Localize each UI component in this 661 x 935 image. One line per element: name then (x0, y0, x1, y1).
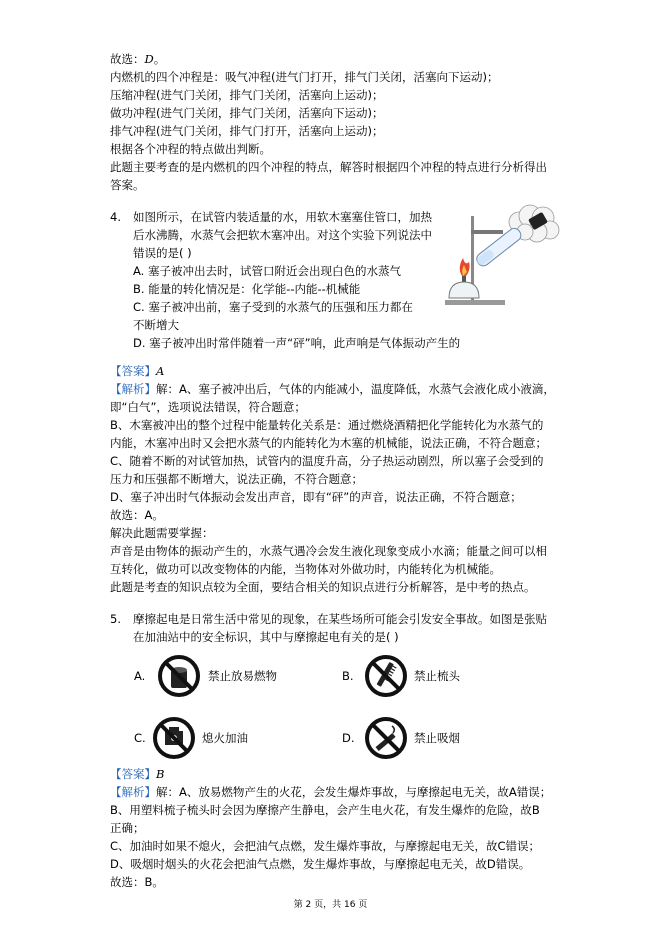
q5-option-c-letter: C. (134, 731, 146, 745)
q5-analysis-line: D、吸烟时烟头的火花会把油气点燃，发生爆炸事故，与摩擦起电无关，故D错误。 (110, 857, 531, 871)
q4-analysis-line: 压力和压强都不断增大，说法正确，不符合题意； (110, 472, 363, 486)
q5-option-d-letter: D. (342, 731, 355, 745)
no-combing-icon (364, 654, 408, 698)
q5-analysis-line: 【解析】解：A、放易燃物产生的火花，会发生爆炸事故，与摩擦起电无关，故A错误； (110, 785, 552, 799)
q4-analysis-line: C、随着不断的对试管加热，试管内的温度升高，分子热运动剧烈，所以塞子会受到的 (110, 454, 544, 468)
page-footer: 第 2 页，共 16 页 (293, 900, 368, 910)
q5-option-a-text: 禁止放易燃物 (208, 669, 277, 683)
q4-analysis-line: 【解析】解：A、塞子被冲出后，气体的内能减小，温度降低，水蒸气会液化成小液滴， (110, 382, 555, 396)
prev-line: 此题主要考查的是内燃机的四个冲程的特点，解答时根据四个冲程的特点进行分析得出 (110, 160, 547, 174)
prev-line: 做功冲程(进气门关闭，排气门关闭，活塞向下运动)； (110, 106, 384, 120)
prev-line: 根据各个冲程的特点做出判断。 (110, 142, 271, 156)
q4-stem: 如图所示，在试管内装适量的水，用软木塞塞住管口，加热 (133, 210, 432, 224)
q4-analysis-line: 故选：A。 (110, 508, 164, 522)
q5-analysis-line: 正确； (110, 821, 145, 835)
q4-option-c: C. 塞子被冲出前，塞子受到的水蒸气的压强和压力都在 (133, 300, 413, 314)
q5-stem: 摩擦起电是日常生活中常见的现象，在某些场所可能会引发安全事故。如图是张贴 (133, 612, 547, 626)
engine-off-refuel-icon (152, 716, 196, 760)
q5-number: 5. (110, 612, 121, 626)
q5-answer (110, 765, 164, 783)
test-tube-figure (435, 200, 565, 312)
q4-option-d: D. 塞子被冲出时常伴随着一声“砰”响，此声响是气体振动产生的 (133, 336, 461, 350)
answer-label: 【答案】 (110, 364, 156, 378)
q5-stem: 在加油站中的安全标识，其中与摩擦起电有关的是( ) (133, 630, 399, 644)
analysis-label: 【解析】 (110, 785, 156, 799)
q5-option-c-text: 熄火加油 (202, 731, 248, 745)
q4-option-c-cont: 不断增大 (133, 318, 179, 332)
prev-line: 内燃机的四个冲程是：吸气冲程(进气门打开，排气门关闭，活塞向下运动)； (110, 70, 499, 84)
q5-analysis-line: C、加油时如果不熄火，会把油气点燃，发生爆炸事故，与摩擦起电无关，故C错误； (110, 839, 541, 853)
prev-answer-letter: D (144, 52, 154, 66)
q5-option-a-letter: A. (134, 669, 146, 683)
q4-stem: 后水沸腾，水蒸气会把软木塞冲出。对这个实验下列说法中 (133, 228, 432, 242)
q4-analysis-line: 解决此题需要掌握： (110, 526, 214, 540)
analysis-label: 【解析】 (110, 382, 156, 396)
q4-answer-letter: A (156, 364, 165, 378)
q4-stem: 错误的是( ) (133, 246, 192, 260)
alcohol-lamp (449, 282, 479, 298)
prev-line: 排气冲程(进气门关闭，排气门打开，活塞向上运动)； (110, 124, 384, 138)
stand-clamp (471, 230, 503, 234)
q4-analysis-line: B、木塞被冲出的整个过程中能量转化关系是：通过燃烧酒精把化学能转化为水蒸气的 (110, 418, 544, 432)
q4-option-a: A. 塞子被冲出去时，试管口附近会出现白色的水蒸气 (133, 264, 401, 278)
q4-analysis-line: D、塞子冲出时气体振动会发出声音，即有“砰”的声音，说法正确，不符合题意； (110, 490, 522, 504)
q5-answer-letter: B (156, 767, 165, 781)
q4-number: 4. (110, 210, 121, 224)
q5-option-d-text: 禁止吸烟 (414, 731, 460, 745)
q4-option-b: B. 能量的转化情况是：化学能--内能--机械能 (133, 282, 361, 296)
prev-line: 压缩冲程(进气门关闭，排气门关闭，活塞向上运动)； (110, 88, 384, 102)
alcohol-lamp-wick (462, 276, 466, 282)
q4-answer (110, 362, 164, 380)
q4-analysis-line: 声音是由物体的振动产生的，水蒸气遇冷会发生液化现象变成小水滴；能量之间可以相 (110, 544, 547, 558)
q5-option-b-text: 禁止梳头 (414, 669, 460, 683)
stand-base (445, 300, 505, 305)
no-flammables-icon (157, 654, 201, 698)
prev-line: 答案。 (110, 178, 145, 192)
q4-analysis-line: 互转化，做功可以改变物体的内能，当物体对外做功时，内能转化为机械能。 (110, 562, 501, 576)
prev-answer-line: 故选：D。 (110, 52, 166, 66)
answer-label: 【答案】 (110, 767, 156, 781)
q5-analysis-line: B、用塑料梳子梳头时会因为摩擦产生静电，会产生电火花，有发生爆炸的危险，故B (110, 803, 540, 817)
q4-analysis-line: 此题是考查的知识点较为全面，要结合相关的知识点进行分析解答，是中考的热点。 (110, 580, 536, 594)
q5-analysis-line: 故选：B。 (110, 875, 164, 889)
q4-analysis-line: 内能，木塞冲出时又会把水蒸气的内能转化为木塞的机械能，说法正确，不符合题意； (110, 436, 547, 450)
q4-analysis-line: 即“白气”，选项说法错误，符合题意； (110, 400, 306, 414)
q5-option-b-letter: B. (342, 669, 354, 683)
no-smoking-icon (364, 716, 408, 760)
